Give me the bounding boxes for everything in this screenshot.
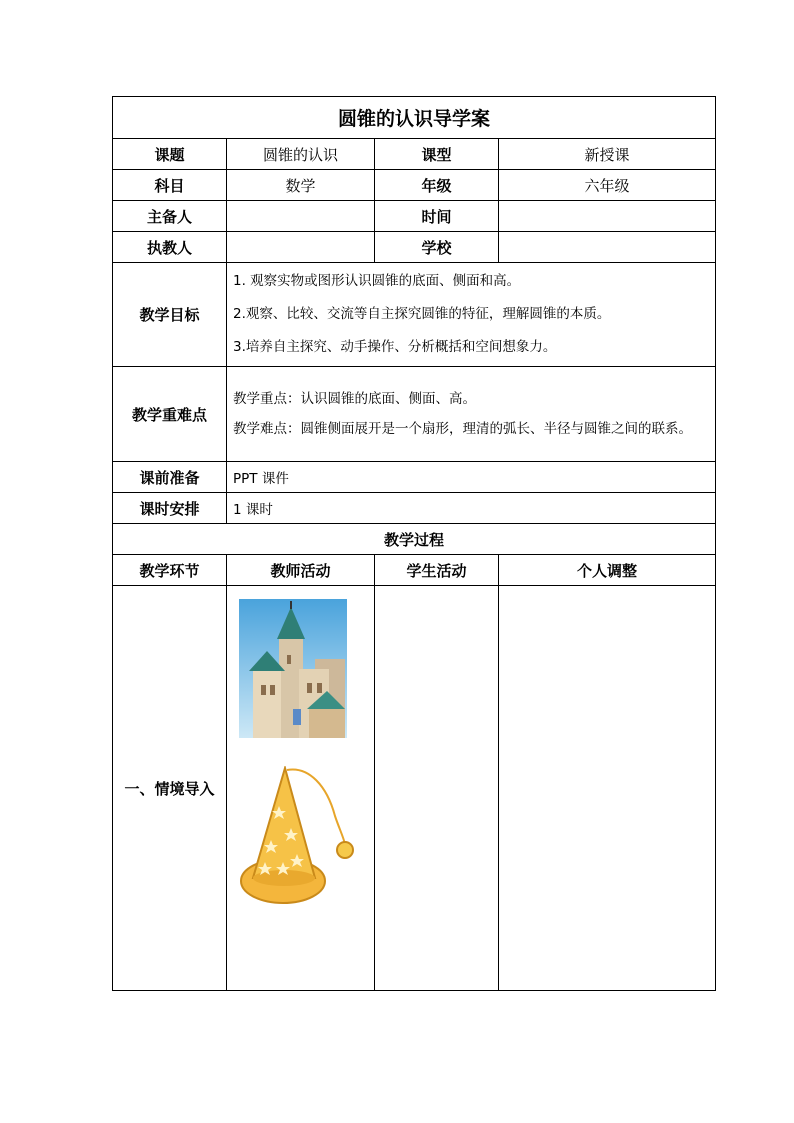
grade-value: 六年级 — [499, 170, 716, 201]
preparer-value[interactable] — [227, 201, 375, 232]
goals-list — [227, 263, 716, 367]
student-activity-cell[interactable] — [375, 586, 499, 991]
time-value[interactable] — [499, 201, 716, 232]
goals-label: 教学目标 — [113, 263, 227, 367]
schedule-value: 1 课时 — [227, 493, 716, 524]
lesson-plan-table — [112, 96, 716, 991]
prep-value: PPT 课件 — [227, 462, 716, 493]
goal-item: 2.观察、比较、交流等自主探究圆锥的特征，理解圆锥的本质。 — [233, 306, 611, 322]
col-student-header: 学生活动 — [375, 555, 499, 586]
type-value: 新授课 — [499, 139, 716, 170]
stage-intro-label: 一、情境导入 — [113, 586, 227, 991]
subject-value: 数学 — [227, 170, 375, 201]
prep-label: 课前准备 — [113, 462, 227, 493]
time-label: 时间 — [375, 201, 499, 232]
teacher-activity-cell — [227, 586, 375, 991]
key-point: 教学重点：认识圆锥的底面、侧面、高。 — [233, 391, 476, 407]
goal-item: 1. 观察实物或图形认识圆锥的底面、侧面和高。 — [233, 273, 521, 289]
wizard-hat-image — [239, 766, 369, 911]
grade-label: 年级 — [375, 170, 499, 201]
key-points-content — [227, 367, 716, 462]
type-label: 课型 — [375, 139, 499, 170]
goal-item: 3.培养自主探究、动手操作、分析概括和空间想象力。 — [233, 339, 557, 355]
topic-label: 课题 — [113, 139, 227, 170]
school-label: 学校 — [375, 232, 499, 263]
castle-image — [239, 599, 347, 738]
subject-label: 科目 — [113, 170, 227, 201]
difficulty-point: 教学难点：圆锥侧面展开是一个扇形，理清的弧长、半径与圆锥之间的联系。 — [233, 421, 692, 437]
col-stage-header: 教学环节 — [113, 555, 227, 586]
teacher-label: 执教人 — [113, 232, 227, 263]
preparer-label: 主备人 — [113, 201, 227, 232]
teacher-value[interactable] — [227, 232, 375, 263]
process-header: 教学过程 — [113, 524, 716, 555]
personal-adjust-cell[interactable] — [499, 586, 716, 991]
school-value[interactable] — [499, 232, 716, 263]
col-teacher-header: 教师活动 — [227, 555, 375, 586]
key-points-label: 教学重难点 — [113, 367, 227, 462]
schedule-label: 课时安排 — [113, 493, 227, 524]
topic-value: 圆锥的认识 — [227, 139, 375, 170]
col-adjust-header: 个人调整 — [499, 555, 716, 586]
page-title: 圆锥的认识导学案 — [113, 97, 716, 139]
